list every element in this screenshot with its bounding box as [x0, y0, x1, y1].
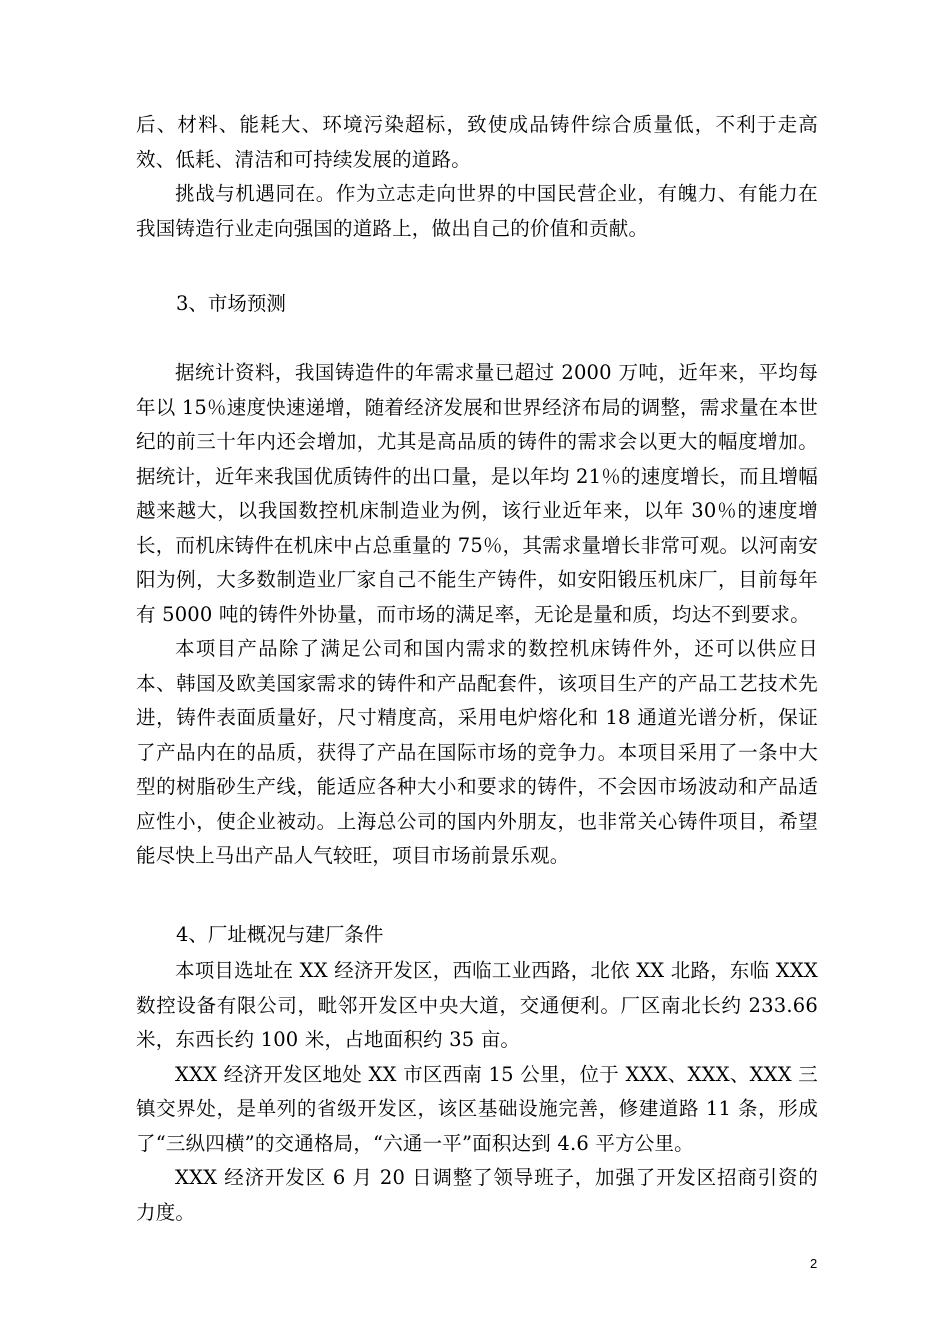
section-3-heading: 3、市场预测 — [176, 292, 286, 315]
continued-paragraph-block — [136, 108, 818, 246]
continued-paragraph: 后、材料、能耗大、环境污染超标，致使成品铸件综合质量低，不利于走高效、低耗、清洁和可持续发展的道路。 — [136, 113, 818, 171]
section-4-body — [136, 954, 818, 1230]
site-location-paragraph: 本项目选址在 XX 经济开发区，西临工业西路，北依 XX 北路，东临 XXX 数控设备有限公司，毗邻开发区中央大道，交通便利。厂区南北长约 233.66 米，东西长约 100 米，占地面积约 35 亩。 — [136, 959, 818, 1051]
leadership-paragraph: XXX 经济开发区 6 月 20 日调整了领导班子，加强了开发区招商引资的力度。 — [136, 1166, 818, 1224]
section-4-heading: 4、厂址概况与建厂条件 — [176, 923, 384, 946]
page-number: 2 — [810, 1256, 818, 1271]
market-statistics-paragraph: 据统计资料，我国铸造件的年需求量已超过 2000 万吨，近年来，平均每年以 15％速度快速递增，随着经济发展和世界经济布局的调整，需求量在本世纪的前三十年内还会增加，尤其是高品质的铸件的需求会以更大的幅度增加。据统计，近年来我国优质铸件的出口量，是以年均 21％的速度增长，而且增幅越来越大，以我国数控机床制造业为例，该行业近年来，以年 30％的速度增长，而机床铸件在机床中占总重量的 75％，其需求量增长非常可观。以河南安阳为例，大多数制造业厂家自己不能生产铸件，如安阳锻压机床厂，目前每年有 5000 吨的铸件外协量，而市场的满足率，无论是量和质，均达不到要求。 — [136, 361, 818, 626]
section-3-body — [136, 356, 818, 874]
product-market-paragraph: 本项目产品除了满足公司和国内需求的数控机床铸件外，还可以供应日本、韩国及欧美国家需求的铸件和产品配套件，该项目生产的产品工艺技术先进，铸件表面质量好，尺寸精度高，采用电炉熔化和 18 通道光谱分析，保证了产品内在的品质，获得了产品在国际市场的竞争力。本项目采用了一条中大型的树脂砂生产线，能适应各种大小和要求的铸件，不会因市场波动和产品适应性小，使企业被动。上海总公司的国内外朋友，也非常关心铸件项目，希望能尽快上马出产品人气较旺，项目市场前景乐观。 — [136, 637, 818, 867]
challenge-paragraph: 挑战与机遇同在。作为立志走向世界的中国民营企业，有魄力、有能力在我国铸造行业走向强国的道路上，做出自己的价值和贡献。 — [136, 182, 818, 240]
development-zone-paragraph: XXX 经济开发区地处 XX 市区西南 15 公里，位于 XXX、XXX、XXX 三镇交界处，是单列的省级开发区，该区基础设施完善，修建道路 11 条，形成了“三纵四横”的交通格局，“六通一平”面积达到 4.6 平方公里。 — [136, 1062, 818, 1155]
